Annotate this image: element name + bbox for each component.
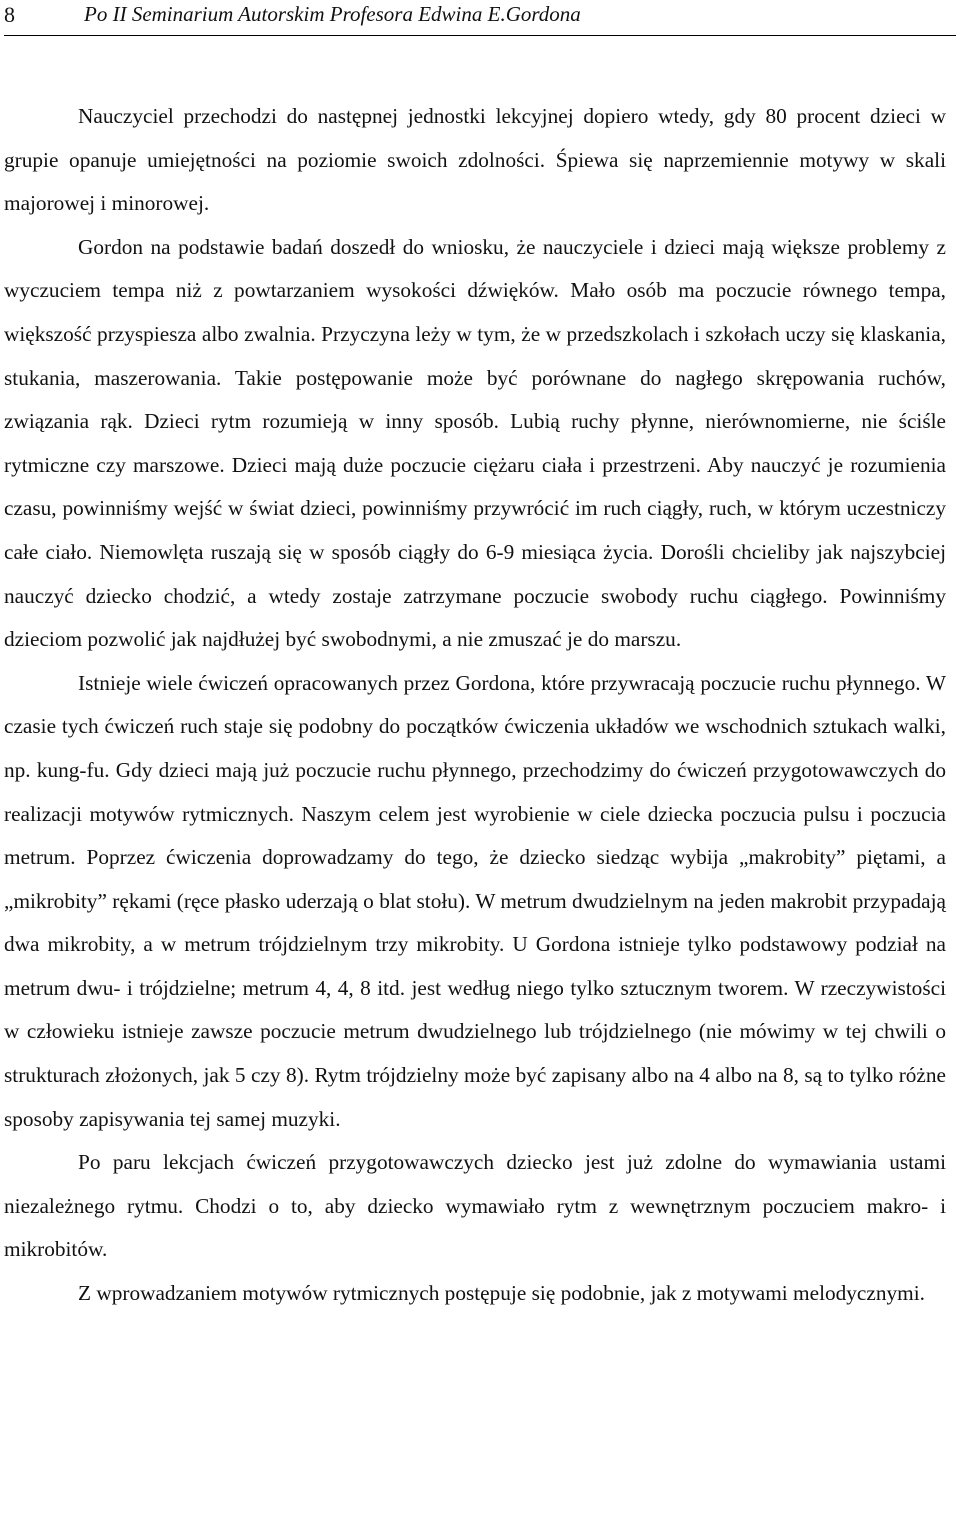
page-header [4, 0, 956, 30]
page-number: 8 [4, 2, 15, 27]
paragraph-5: Z wprowadzaniem motywów rytmicznych postępuje się podobnie, jak z motywami melodycznymi. [78, 1281, 925, 1306]
paragraph-2: Gordon na podstawie badań doszedł do wniosku, że nauczyciele i dzieci mają większe problemy z wyczuciem tempa niż z powtarzaniem wysokości dźwięków. Mało osób ma poczucie równego tempa, większość przyspiesza albo zwalnia. Przyczyna leży w tym, że w przedszkolach i szkołach uczy się klaskania, stukania, maszerowania. Takie postępowanie może być porównane do nagłego skrępowania ruchów, związania rąk. Dzieci rytm rozumieją w inny sposób. Lubią ruchy płynne, nierównomierne, nie ściśle rytmiczne czy marszowe. Dzieci mają duże poczucie ciężaru ciała i przestrzeni. Aby nauczyć je rozumienia czasu, powinniśmy wejść w świat dzieci, powinniśmy przywrócić im ruch ciągły, ruch, w którym uczestniczy całe ciało. Niemowlęta ruszają się w sposób ciągły do 6-9 miesiąca życia. Dorośli chcieliby jak najszybciej nauczyć dziecko chodzić, a wtedy zostaje zatrzymane poczucie swobody ruchu ciągłego. Powinniśmy dzieciom pozwolić jak najdłużej być swobodnymi, a nie zmuszać je do marszu. [4, 234, 946, 652]
paragraph-3: Istnieje wiele ćwiczeń opracowanych przez Gordona, które przywracają poczucie ruchu płynnego. W czasie tych ćwiczeń ruch staje się podobny do początków ćwiczenia układów we wschodnich sztukach walki, np. kung-fu. Gdy dzieci mają już poczucie ruchu płynnego, przechodzimy do ćwiczeń przygotowawczych do realizacji motywów rytmicznych. Naszym celem jest wyrobienie w ciele dziecka poczucia pulsu i poczucia metrum. Poprzez ćwiczenia doprowadzamy do tego, że dziecko siedząc wybija „makrobity” piętami, a „mikrobity” rękami (ręce płasko uderzają o blat stołu). W metrum dwudzielnym na jeden makrobit przypadają dwa mikrobity, a w metrum trójdzielnym trzy mikrobity. U Gordona istnieje tylko podstawowy podział na metrum dwu- i trójdzielne; metrum 4, 4, 8 itd. jest według niego tylko sztucznym tworem. W rzeczywistości w człowieku istnieje zawsze poczucie metrum dwudzielnego lub trójdzielnego (nie mówimy w tej chwili o strukturach złożonych, jak 5 czy 8). Rytm trójdzielny może być zapisany albo na 4 albo na 8, są to tylko różne sposoby zapisywania tej samej muzyki. [4, 670, 946, 1131]
header-rule [4, 35, 956, 36]
body-text [4, 95, 946, 1316]
paragraph-1: Nauczyciel przechodzi do następnej jednostki lekcyjnej dopiero wtedy, gdy 80 procent dzieci w grupie opanuje umiejętności na poziomie swoich zdolności. Śpiewa się naprzemiennie motywy w skali majorowej i minorowej. [4, 104, 946, 216]
running-title: Po II Seminarium Autorskim Profesora Edwina E.Gordona [84, 2, 581, 26]
paragraph-4: Po paru lekcjach ćwiczeń przygotowawczych dziecko jest już zdolne do wymawiania ustami niezależnego rytmu. Chodzi o to, aby dziecko wymawiało rytm z wewnętrznym poczuciem makro- i mikrobitów. [4, 1150, 946, 1262]
